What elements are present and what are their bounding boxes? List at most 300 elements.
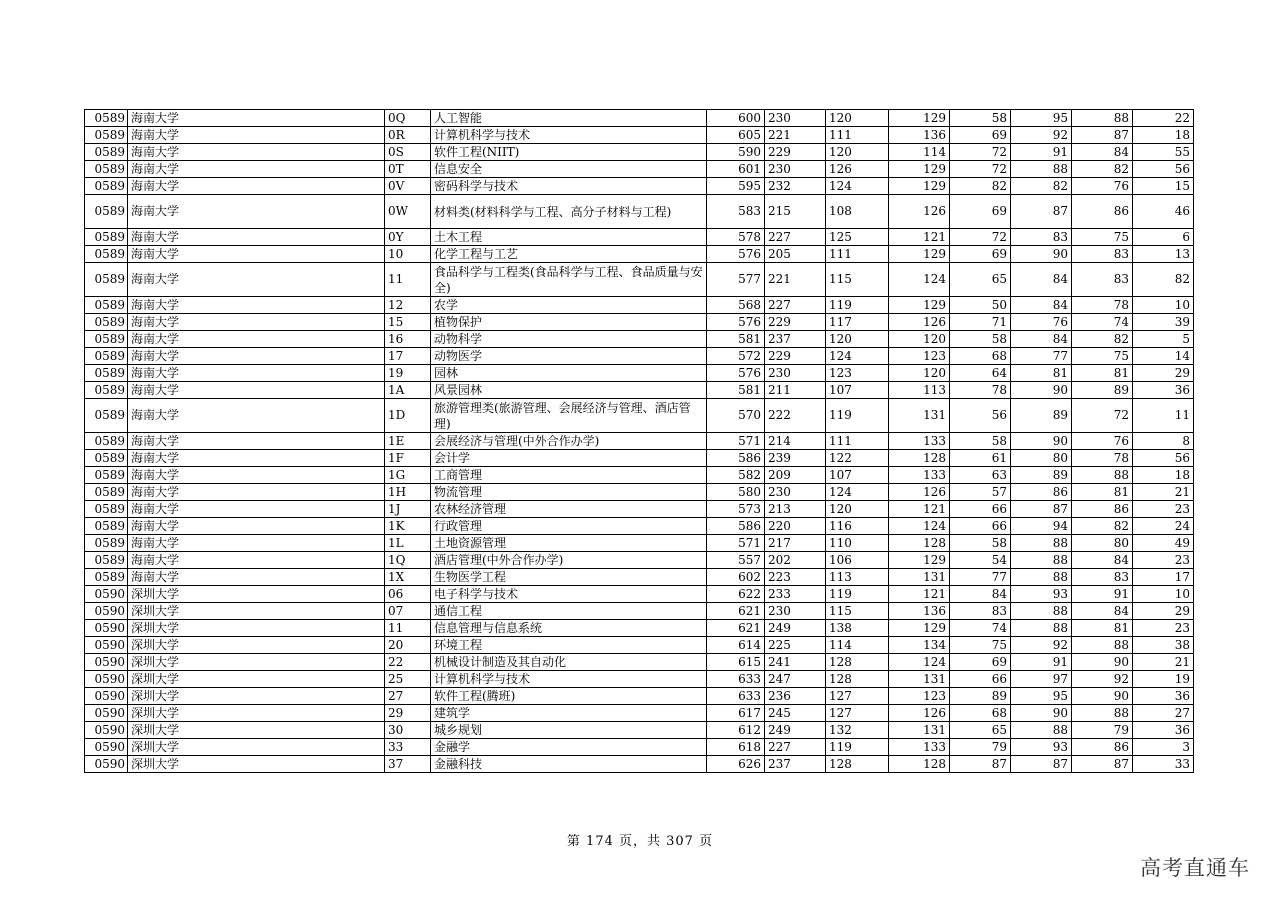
score-f-cell: 72 — [1072, 399, 1133, 433]
total-score-cell: 573 — [707, 501, 765, 518]
score-d-cell: 61 — [950, 450, 1011, 467]
score-f-cell: 78 — [1072, 450, 1133, 467]
score-c-cell: 124 — [889, 263, 950, 297]
major-code-cell: 06 — [385, 586, 431, 603]
school-name-cell: 海南大学 — [128, 484, 385, 501]
school-code-cell: 0589 — [85, 229, 128, 246]
score-d-cell: 58 — [950, 331, 1011, 348]
total-score-cell: 571 — [707, 535, 765, 552]
major-name-cell: 电子科学与技术 — [431, 586, 707, 603]
score-a-cell: 220 — [765, 518, 826, 535]
school-name-cell: 深圳大学 — [128, 620, 385, 637]
score-e-cell: 88 — [1011, 620, 1072, 637]
score-f-cell: 92 — [1072, 671, 1133, 688]
score-e-cell: 90 — [1011, 246, 1072, 263]
table-row — [85, 331, 1194, 348]
score-e-cell: 92 — [1011, 127, 1072, 144]
score-b-cell: 110 — [826, 535, 889, 552]
table-row — [85, 127, 1194, 144]
score-f-cell: 90 — [1072, 654, 1133, 671]
major-code-cell: 1K — [385, 518, 431, 535]
score-f-cell: 83 — [1072, 263, 1133, 297]
score-e-cell: 83 — [1011, 229, 1072, 246]
score-e-cell: 76 — [1011, 314, 1072, 331]
major-code-cell: 1Q — [385, 552, 431, 569]
score-a-cell: 229 — [765, 144, 826, 161]
major-code-cell: 1L — [385, 535, 431, 552]
count-cell: 13 — [1133, 246, 1194, 263]
score-b-cell: 127 — [826, 705, 889, 722]
score-e-cell: 95 — [1011, 688, 1072, 705]
table-row — [85, 586, 1194, 603]
table-row — [85, 688, 1194, 705]
school-name-cell: 深圳大学 — [128, 705, 385, 722]
total-score-cell: 570 — [707, 399, 765, 433]
count-cell: 21 — [1133, 484, 1194, 501]
score-e-cell: 88 — [1011, 603, 1072, 620]
school-name-cell: 海南大学 — [128, 161, 385, 178]
major-code-cell: 27 — [385, 688, 431, 705]
score-b-cell: 138 — [826, 620, 889, 637]
table-row — [85, 365, 1194, 382]
score-f-cell: 81 — [1072, 484, 1133, 501]
score-e-cell: 92 — [1011, 637, 1072, 654]
score-e-cell: 77 — [1011, 348, 1072, 365]
score-a-cell: 249 — [765, 620, 826, 637]
score-c-cell: 114 — [889, 144, 950, 161]
school-code-cell: 0589 — [85, 501, 128, 518]
score-f-cell: 74 — [1072, 314, 1133, 331]
score-f-cell: 75 — [1072, 229, 1133, 246]
table-row — [85, 756, 1194, 773]
score-b-cell: 108 — [826, 195, 889, 229]
major-code-cell: 22 — [385, 654, 431, 671]
count-cell: 33 — [1133, 756, 1194, 773]
school-code-cell: 0590 — [85, 756, 128, 773]
score-c-cell: 121 — [889, 501, 950, 518]
count-cell: 21 — [1133, 654, 1194, 671]
score-c-cell: 126 — [889, 484, 950, 501]
score-b-cell: 120 — [826, 110, 889, 127]
score-e-cell: 89 — [1011, 399, 1072, 433]
score-b-cell: 124 — [826, 484, 889, 501]
score-e-cell: 86 — [1011, 484, 1072, 501]
major-name-cell: 生物医学工程 — [431, 569, 707, 586]
table-row — [85, 705, 1194, 722]
score-c-cell: 124 — [889, 518, 950, 535]
score-c-cell: 136 — [889, 603, 950, 620]
score-d-cell: 56 — [950, 399, 1011, 433]
score-d-cell: 58 — [950, 433, 1011, 450]
major-name-cell: 金融科技 — [431, 756, 707, 773]
total-score-cell: 614 — [707, 637, 765, 654]
score-d-cell: 71 — [950, 314, 1011, 331]
score-c-cell: 129 — [889, 161, 950, 178]
score-d-cell: 89 — [950, 688, 1011, 705]
major-code-cell: 12 — [385, 297, 431, 314]
table-row — [85, 195, 1194, 229]
count-cell: 18 — [1133, 127, 1194, 144]
major-code-cell: 0Y — [385, 229, 431, 246]
score-e-cell: 90 — [1011, 705, 1072, 722]
score-d-cell: 83 — [950, 603, 1011, 620]
score-a-cell: 230 — [765, 161, 826, 178]
score-a-cell: 237 — [765, 331, 826, 348]
school-code-cell: 0590 — [85, 603, 128, 620]
school-name-cell: 深圳大学 — [128, 739, 385, 756]
total-score-cell: 580 — [707, 484, 765, 501]
score-b-cell: 124 — [826, 178, 889, 195]
score-a-cell: 221 — [765, 127, 826, 144]
score-f-cell: 76 — [1072, 433, 1133, 450]
score-a-cell: 215 — [765, 195, 826, 229]
total-score-cell: 572 — [707, 348, 765, 365]
school-code-cell: 0589 — [85, 246, 128, 263]
score-a-cell: 227 — [765, 739, 826, 756]
score-d-cell: 72 — [950, 229, 1011, 246]
major-name-cell: 风景园林 — [431, 382, 707, 399]
score-e-cell: 97 — [1011, 671, 1072, 688]
school-name-cell: 海南大学 — [128, 518, 385, 535]
major-code-cell: 16 — [385, 331, 431, 348]
score-c-cell: 129 — [889, 297, 950, 314]
total-score-cell: 568 — [707, 297, 765, 314]
score-a-cell: 225 — [765, 637, 826, 654]
school-code-cell: 0589 — [85, 552, 128, 569]
school-code-cell: 0589 — [85, 127, 128, 144]
major-name-cell: 化学工程与工艺 — [431, 246, 707, 263]
score-a-cell: 211 — [765, 382, 826, 399]
score-f-cell: 84 — [1072, 552, 1133, 569]
score-d-cell: 75 — [950, 637, 1011, 654]
school-name-cell: 海南大学 — [128, 195, 385, 229]
school-name-cell: 深圳大学 — [128, 688, 385, 705]
table-row — [85, 178, 1194, 195]
major-code-cell: 11 — [385, 263, 431, 297]
major-code-cell: 1J — [385, 501, 431, 518]
score-f-cell: 83 — [1072, 246, 1133, 263]
major-name-cell: 动物科学 — [431, 331, 707, 348]
score-d-cell: 66 — [950, 518, 1011, 535]
score-c-cell: 133 — [889, 433, 950, 450]
total-score-cell: 605 — [707, 127, 765, 144]
score-c-cell: 121 — [889, 586, 950, 603]
total-score-cell: 626 — [707, 756, 765, 773]
total-score-cell: 622 — [707, 586, 765, 603]
score-b-cell: 117 — [826, 314, 889, 331]
score-b-cell: 126 — [826, 161, 889, 178]
score-d-cell: 64 — [950, 365, 1011, 382]
count-cell: 23 — [1133, 620, 1194, 637]
school-code-cell: 0589 — [85, 314, 128, 331]
score-f-cell: 88 — [1072, 110, 1133, 127]
school-name-cell: 海南大学 — [128, 467, 385, 484]
score-a-cell: 222 — [765, 399, 826, 433]
school-name-cell: 深圳大学 — [128, 756, 385, 773]
count-cell: 8 — [1133, 433, 1194, 450]
score-b-cell: 114 — [826, 637, 889, 654]
total-score-cell: 618 — [707, 739, 765, 756]
score-table — [84, 109, 1194, 773]
school-code-cell: 0589 — [85, 433, 128, 450]
major-name-cell: 密码科学与技术 — [431, 178, 707, 195]
total-score-cell: 612 — [707, 722, 765, 739]
count-cell: 23 — [1133, 552, 1194, 569]
score-d-cell: 63 — [950, 467, 1011, 484]
major-name-cell: 农学 — [431, 297, 707, 314]
count-cell: 14 — [1133, 348, 1194, 365]
count-cell: 36 — [1133, 722, 1194, 739]
score-c-cell: 131 — [889, 671, 950, 688]
major-name-cell: 旅游管理类(旅游管理、会展经济与管理、酒店管理) — [431, 399, 707, 433]
table-row — [85, 399, 1194, 433]
score-f-cell: 81 — [1072, 365, 1133, 382]
school-code-cell: 0589 — [85, 348, 128, 365]
score-a-cell: 217 — [765, 535, 826, 552]
table-row — [85, 450, 1194, 467]
score-d-cell: 66 — [950, 671, 1011, 688]
table-row — [85, 518, 1194, 535]
table-row — [85, 229, 1194, 246]
school-name-cell: 海南大学 — [128, 552, 385, 569]
score-b-cell: 128 — [826, 671, 889, 688]
school-code-cell: 0590 — [85, 637, 128, 654]
score-f-cell: 80 — [1072, 535, 1133, 552]
score-e-cell: 87 — [1011, 501, 1072, 518]
table-row — [85, 637, 1194, 654]
score-f-cell: 87 — [1072, 756, 1133, 773]
total-score-cell: 576 — [707, 314, 765, 331]
total-score-cell: 600 — [707, 110, 765, 127]
major-code-cell: 15 — [385, 314, 431, 331]
count-cell: 55 — [1133, 144, 1194, 161]
score-e-cell: 84 — [1011, 263, 1072, 297]
total-score-cell: 576 — [707, 365, 765, 382]
major-name-cell: 动物医学 — [431, 348, 707, 365]
table-row — [85, 382, 1194, 399]
major-name-cell: 土木工程 — [431, 229, 707, 246]
count-cell: 46 — [1133, 195, 1194, 229]
table-row — [85, 535, 1194, 552]
score-b-cell: 107 — [826, 382, 889, 399]
score-a-cell: 241 — [765, 654, 826, 671]
score-c-cell: 128 — [889, 450, 950, 467]
school-code-cell: 0590 — [85, 671, 128, 688]
score-b-cell: 120 — [826, 331, 889, 348]
count-cell: 39 — [1133, 314, 1194, 331]
table-row — [85, 484, 1194, 501]
school-name-cell: 海南大学 — [128, 263, 385, 297]
school-name-cell: 深圳大学 — [128, 637, 385, 654]
school-name-cell: 海南大学 — [128, 348, 385, 365]
major-code-cell: 1G — [385, 467, 431, 484]
score-c-cell: 120 — [889, 365, 950, 382]
major-code-cell: 1H — [385, 484, 431, 501]
major-name-cell: 环境工程 — [431, 637, 707, 654]
count-cell: 29 — [1133, 603, 1194, 620]
school-code-cell: 0589 — [85, 484, 128, 501]
school-code-cell: 0589 — [85, 144, 128, 161]
score-d-cell: 68 — [950, 348, 1011, 365]
table-row — [85, 603, 1194, 620]
score-a-cell: 221 — [765, 263, 826, 297]
table-row — [85, 739, 1194, 756]
major-name-cell: 信息管理与信息系统 — [431, 620, 707, 637]
school-name-cell: 海南大学 — [128, 569, 385, 586]
count-cell: 5 — [1133, 331, 1194, 348]
school-name-cell: 海南大学 — [128, 127, 385, 144]
score-d-cell: 58 — [950, 110, 1011, 127]
score-b-cell: 122 — [826, 450, 889, 467]
score-b-cell: 111 — [826, 246, 889, 263]
major-code-cell: 0V — [385, 178, 431, 195]
score-b-cell: 120 — [826, 501, 889, 518]
major-name-cell: 计算机科学与技术 — [431, 671, 707, 688]
score-b-cell: 123 — [826, 365, 889, 382]
count-cell: 11 — [1133, 399, 1194, 433]
count-cell: 29 — [1133, 365, 1194, 382]
score-a-cell: 230 — [765, 603, 826, 620]
score-c-cell: 126 — [889, 195, 950, 229]
major-code-cell: 1X — [385, 569, 431, 586]
school-name-cell: 海南大学 — [128, 178, 385, 195]
score-a-cell: 229 — [765, 314, 826, 331]
major-name-cell: 金融学 — [431, 739, 707, 756]
score-b-cell: 124 — [826, 348, 889, 365]
score-e-cell: 87 — [1011, 756, 1072, 773]
score-c-cell: 129 — [889, 246, 950, 263]
school-code-cell: 0589 — [85, 382, 128, 399]
school-name-cell: 海南大学 — [128, 450, 385, 467]
table-row — [85, 144, 1194, 161]
major-code-cell: 11 — [385, 620, 431, 637]
table-row — [85, 552, 1194, 569]
score-d-cell: 54 — [950, 552, 1011, 569]
school-code-cell: 0589 — [85, 535, 128, 552]
score-b-cell: 125 — [826, 229, 889, 246]
score-d-cell: 79 — [950, 739, 1011, 756]
total-score-cell: 582 — [707, 467, 765, 484]
count-cell: 17 — [1133, 569, 1194, 586]
table-row — [85, 246, 1194, 263]
school-name-cell: 海南大学 — [128, 399, 385, 433]
score-d-cell: 65 — [950, 263, 1011, 297]
score-a-cell: 227 — [765, 229, 826, 246]
school-code-cell: 0589 — [85, 110, 128, 127]
table-row — [85, 654, 1194, 671]
major-name-cell: 城乡规划 — [431, 722, 707, 739]
school-name-cell: 海南大学 — [128, 144, 385, 161]
score-a-cell: 209 — [765, 467, 826, 484]
score-b-cell: 119 — [826, 399, 889, 433]
score-e-cell: 88 — [1011, 535, 1072, 552]
score-d-cell: 69 — [950, 195, 1011, 229]
score-f-cell: 87 — [1072, 127, 1133, 144]
score-a-cell: 213 — [765, 501, 826, 518]
table-row — [85, 314, 1194, 331]
major-name-cell: 土地资源管理 — [431, 535, 707, 552]
count-cell: 38 — [1133, 637, 1194, 654]
count-cell: 10 — [1133, 297, 1194, 314]
score-e-cell: 88 — [1011, 161, 1072, 178]
score-a-cell: 230 — [765, 484, 826, 501]
major-name-cell: 软件工程(NIIT) — [431, 144, 707, 161]
total-score-cell: 578 — [707, 229, 765, 246]
count-cell: 56 — [1133, 161, 1194, 178]
table-row — [85, 569, 1194, 586]
score-f-cell: 82 — [1072, 518, 1133, 535]
score-c-cell: 113 — [889, 382, 950, 399]
school-code-cell: 0589 — [85, 518, 128, 535]
school-code-cell: 0589 — [85, 178, 128, 195]
score-e-cell: 93 — [1011, 739, 1072, 756]
count-cell: 22 — [1133, 110, 1194, 127]
score-b-cell: 115 — [826, 263, 889, 297]
score-e-cell: 89 — [1011, 467, 1072, 484]
score-c-cell: 120 — [889, 331, 950, 348]
total-score-cell: 621 — [707, 603, 765, 620]
school-code-cell: 0589 — [85, 331, 128, 348]
score-d-cell: 65 — [950, 722, 1011, 739]
school-code-cell: 0589 — [85, 569, 128, 586]
score-f-cell: 82 — [1072, 161, 1133, 178]
score-f-cell: 88 — [1072, 637, 1133, 654]
major-code-cell: 0S — [385, 144, 431, 161]
score-a-cell: 239 — [765, 450, 826, 467]
major-name-cell: 植物保护 — [431, 314, 707, 331]
table-row — [85, 501, 1194, 518]
school-code-cell: 0589 — [85, 467, 128, 484]
score-c-cell: 131 — [889, 569, 950, 586]
score-c-cell: 126 — [889, 705, 950, 722]
major-code-cell: 1D — [385, 399, 431, 433]
school-name-cell: 海南大学 — [128, 297, 385, 314]
school-name-cell: 深圳大学 — [128, 654, 385, 671]
major-code-cell: 19 — [385, 365, 431, 382]
score-b-cell: 119 — [826, 586, 889, 603]
total-score-cell: 586 — [707, 450, 765, 467]
score-f-cell: 86 — [1072, 195, 1133, 229]
total-score-cell: 586 — [707, 518, 765, 535]
total-score-cell: 581 — [707, 382, 765, 399]
score-d-cell: 58 — [950, 535, 1011, 552]
major-code-cell: 0W — [385, 195, 431, 229]
major-name-cell: 软件工程(腾班) — [431, 688, 707, 705]
score-e-cell: 88 — [1011, 722, 1072, 739]
total-score-cell: 590 — [707, 144, 765, 161]
score-f-cell: 83 — [1072, 569, 1133, 586]
total-score-cell: 617 — [707, 705, 765, 722]
major-code-cell: 33 — [385, 739, 431, 756]
score-f-cell: 75 — [1072, 348, 1133, 365]
score-c-cell: 129 — [889, 110, 950, 127]
score-b-cell: 127 — [826, 688, 889, 705]
major-code-cell: 0Q — [385, 110, 431, 127]
school-name-cell: 海南大学 — [128, 501, 385, 518]
table-row — [85, 671, 1194, 688]
score-a-cell: 230 — [765, 110, 826, 127]
score-e-cell: 88 — [1011, 569, 1072, 586]
count-cell: 15 — [1133, 178, 1194, 195]
score-c-cell: 133 — [889, 739, 950, 756]
score-e-cell: 91 — [1011, 144, 1072, 161]
score-d-cell: 84 — [950, 586, 1011, 603]
school-name-cell: 海南大学 — [128, 535, 385, 552]
school-code-cell: 0589 — [85, 450, 128, 467]
score-a-cell: 249 — [765, 722, 826, 739]
score-e-cell: 84 — [1011, 331, 1072, 348]
score-a-cell: 205 — [765, 246, 826, 263]
